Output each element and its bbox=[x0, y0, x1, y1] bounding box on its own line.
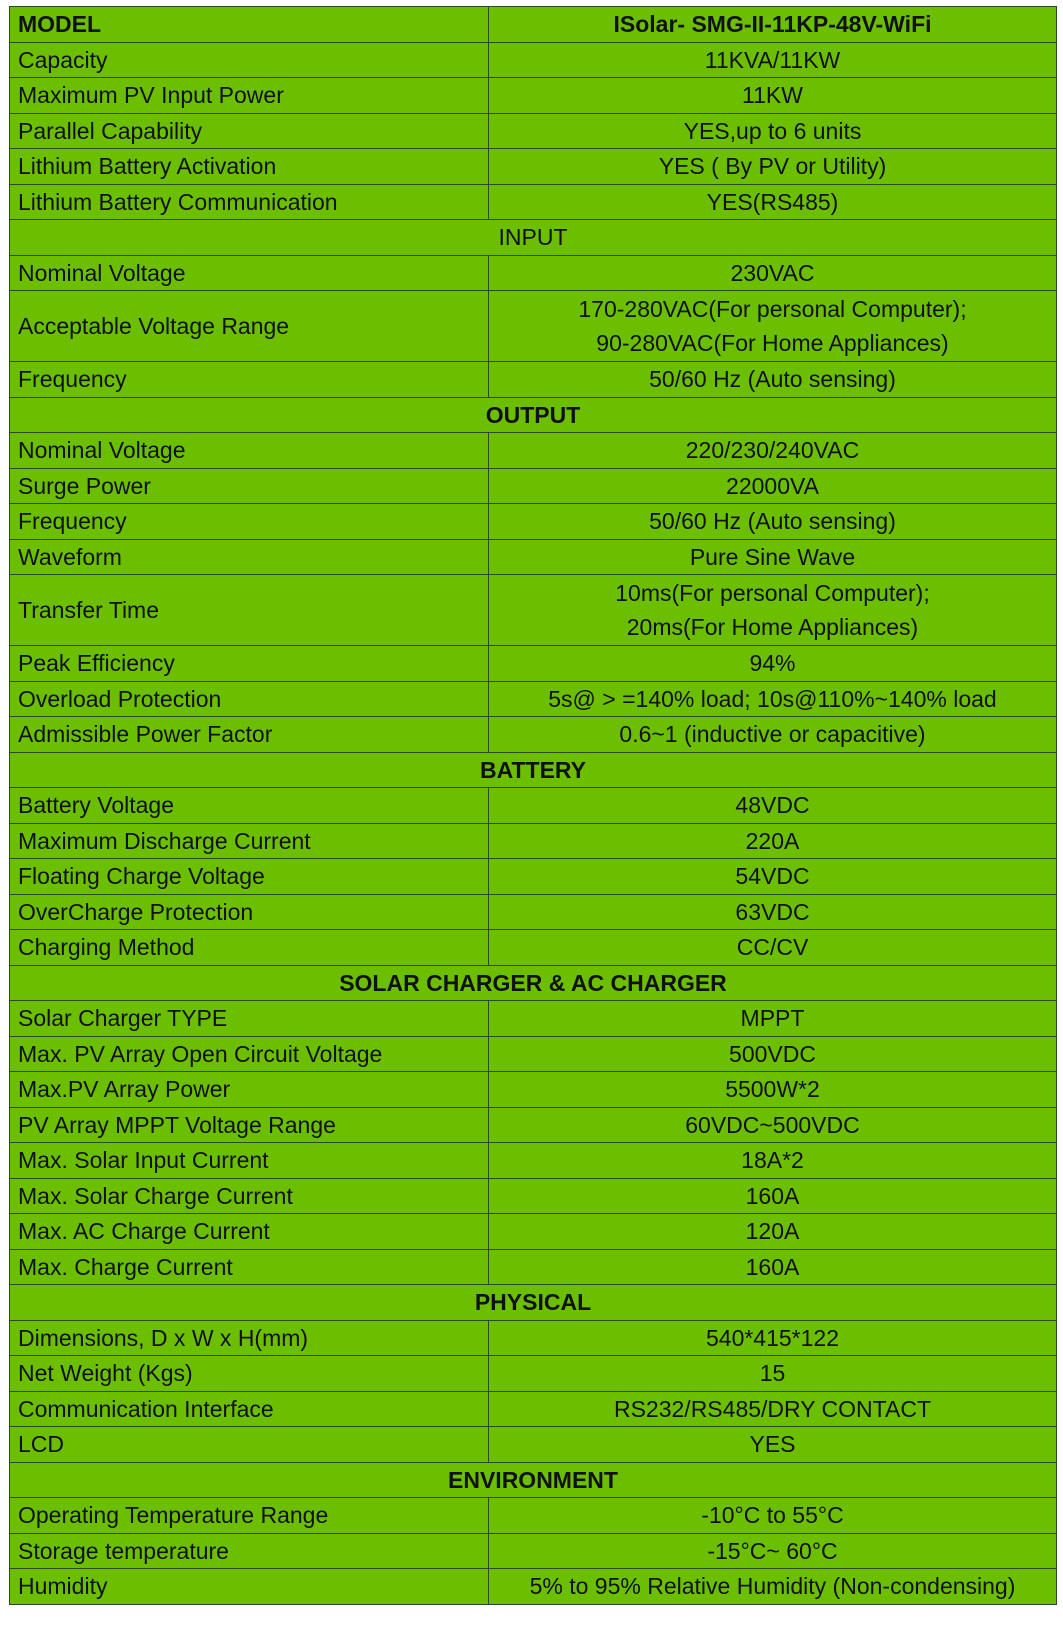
spec-label: Maximum Discharge Current bbox=[10, 823, 489, 859]
section-title: BATTERY bbox=[10, 752, 1057, 788]
spec-label: Capacity bbox=[10, 42, 489, 78]
spec-row bbox=[10, 1143, 1057, 1179]
section-header-output bbox=[10, 397, 1057, 433]
spec-row bbox=[10, 113, 1057, 149]
spec-label: Max. Charge Current bbox=[10, 1249, 489, 1285]
section-header-environment bbox=[10, 1462, 1057, 1498]
spec-value: 11KVA/11KW bbox=[489, 42, 1057, 78]
spec-value: 11KW bbox=[489, 78, 1057, 114]
spec-value: 0.6~1 (inductive or capacitive) bbox=[489, 717, 1057, 753]
spec-row bbox=[10, 468, 1057, 504]
spec-value: 220A bbox=[489, 823, 1057, 859]
spec-row bbox=[10, 1427, 1057, 1463]
section-header-physical bbox=[10, 1285, 1057, 1321]
spec-value-line: 90-280VAC(For Home Appliances) bbox=[596, 330, 949, 356]
spec-value: Pure Sine Wave bbox=[489, 539, 1057, 575]
spec-value bbox=[489, 291, 1057, 362]
spec-row bbox=[10, 539, 1057, 575]
spec-value: 5500W*2 bbox=[489, 1072, 1057, 1108]
spec-label: Peak Efficiency bbox=[10, 646, 489, 682]
spec-value: MPPT bbox=[489, 1001, 1057, 1037]
spec-row bbox=[10, 1036, 1057, 1072]
spec-row bbox=[10, 1107, 1057, 1143]
section-title: INPUT bbox=[10, 220, 1057, 256]
spec-label: OverCharge Protection bbox=[10, 894, 489, 930]
spec-value: 540*415*122 bbox=[489, 1320, 1057, 1356]
spec-label: Acceptable Voltage Range bbox=[10, 291, 489, 362]
spec-row bbox=[10, 823, 1057, 859]
section-header-input bbox=[10, 220, 1057, 256]
spec-label: Lithium Battery Communication bbox=[10, 184, 489, 220]
spec-row bbox=[10, 1072, 1057, 1108]
spec-row bbox=[10, 930, 1057, 966]
spec-label: Overload Protection bbox=[10, 681, 489, 717]
spec-row bbox=[10, 149, 1057, 185]
spec-value: 160A bbox=[489, 1178, 1057, 1214]
spec-label: Dimensions, D x W x H(mm) bbox=[10, 1320, 489, 1356]
spec-row bbox=[10, 1320, 1057, 1356]
model-value: ISolar- SMG-II-11KP-48V-WiFi bbox=[489, 7, 1057, 43]
spec-row bbox=[10, 1533, 1057, 1569]
spec-label: Floating Charge Voltage bbox=[10, 859, 489, 895]
spec-row bbox=[10, 78, 1057, 114]
spec-label: Max.PV Array Power bbox=[10, 1072, 489, 1108]
spec-row bbox=[10, 255, 1057, 291]
spec-value-line: 20ms(For Home Appliances) bbox=[626, 614, 919, 640]
spec-row bbox=[10, 1178, 1057, 1214]
spec-label: Max. AC Charge Current bbox=[10, 1214, 489, 1250]
spec-label: Parallel Capability bbox=[10, 113, 489, 149]
spec-label: Operating Temperature Range bbox=[10, 1498, 489, 1534]
spec-row bbox=[10, 1391, 1057, 1427]
spec-value: 94% bbox=[489, 646, 1057, 682]
spec-label: Max. Solar Input Current bbox=[10, 1143, 489, 1179]
spec-value: 50/60 Hz (Auto sensing) bbox=[489, 504, 1057, 540]
spec-value: YES,up to 6 units bbox=[489, 113, 1057, 149]
spec-row bbox=[10, 1001, 1057, 1037]
spec-label: Transfer Time bbox=[10, 575, 489, 646]
section-title: PHYSICAL bbox=[10, 1285, 1057, 1321]
spec-label: Nominal Voltage bbox=[10, 433, 489, 469]
spec-value: 54VDC bbox=[489, 859, 1057, 895]
spec-value: 15 bbox=[489, 1356, 1057, 1392]
spec-label: PV Array MPPT Voltage Range bbox=[10, 1107, 489, 1143]
spec-label: Waveform bbox=[10, 539, 489, 575]
spec-row bbox=[10, 894, 1057, 930]
spec-row bbox=[10, 717, 1057, 753]
spec-label: Max. Solar Charge Current bbox=[10, 1178, 489, 1214]
spec-row bbox=[10, 42, 1057, 78]
spec-row bbox=[10, 433, 1057, 469]
spec-label: Communication Interface bbox=[10, 1391, 489, 1427]
spec-value: 5s@ > =140% load; 10s@110%~140% load bbox=[489, 681, 1057, 717]
model-row bbox=[10, 7, 1057, 43]
spec-value: YES ( By PV or Utility) bbox=[489, 149, 1057, 185]
spec-label: Charging Method bbox=[10, 930, 489, 966]
spec-label: LCD bbox=[10, 1427, 489, 1463]
spec-label: Max. PV Array Open Circuit Voltage bbox=[10, 1036, 489, 1072]
spec-label: Battery Voltage bbox=[10, 788, 489, 824]
spec-label: Nominal Voltage bbox=[10, 255, 489, 291]
section-title: ENVIRONMENT bbox=[10, 1462, 1057, 1498]
spec-value: 60VDC~500VDC bbox=[489, 1107, 1057, 1143]
spec-value: -15°C~ 60°C bbox=[489, 1533, 1057, 1569]
spec-label: Storage temperature bbox=[10, 1533, 489, 1569]
spec-value: 160A bbox=[489, 1249, 1057, 1285]
spec-row bbox=[10, 1356, 1057, 1392]
section-header-charger bbox=[10, 965, 1057, 1001]
spec-row bbox=[10, 859, 1057, 895]
spec-value: 500VDC bbox=[489, 1036, 1057, 1072]
spec-value-line: 170-280VAC(For personal Computer); bbox=[578, 296, 967, 322]
spec-label: Solar Charger TYPE bbox=[10, 1001, 489, 1037]
spec-row bbox=[10, 504, 1057, 540]
spec-value: 5% to 95% Relative Humidity (Non-condensing) bbox=[489, 1569, 1057, 1605]
spec-value: 22000VA bbox=[489, 468, 1057, 504]
spec-label: Lithium Battery Activation bbox=[10, 149, 489, 185]
spec-label: Frequency bbox=[10, 504, 489, 540]
section-title: SOLAR CHARGER & AC CHARGER bbox=[10, 965, 1057, 1001]
spec-row bbox=[10, 575, 1057, 646]
spec-row bbox=[10, 291, 1057, 362]
spec-value: CC/CV bbox=[489, 930, 1057, 966]
spec-row bbox=[10, 1498, 1057, 1534]
spec-row bbox=[10, 788, 1057, 824]
spec-value: 18A*2 bbox=[489, 1143, 1057, 1179]
spec-label: Admissible Power Factor bbox=[10, 717, 489, 753]
spec-label: Maximum PV Input Power bbox=[10, 78, 489, 114]
spec-value bbox=[489, 575, 1057, 646]
spec-row bbox=[10, 646, 1057, 682]
spec-value: 48VDC bbox=[489, 788, 1057, 824]
spec-row bbox=[10, 1569, 1057, 1605]
spec-value: YES(RS485) bbox=[489, 184, 1057, 220]
spec-value: 220/230/240VAC bbox=[489, 433, 1057, 469]
spec-row bbox=[10, 184, 1057, 220]
spec-row bbox=[10, 681, 1057, 717]
spec-label: Frequency bbox=[10, 362, 489, 398]
section-title: OUTPUT bbox=[10, 397, 1057, 433]
spec-row bbox=[10, 1249, 1057, 1285]
spec-value: -10°C to 55°C bbox=[489, 1498, 1057, 1534]
spec-value: 230VAC bbox=[489, 255, 1057, 291]
spec-value: YES bbox=[489, 1427, 1057, 1463]
spec-value-line: 10ms(For personal Computer); bbox=[615, 580, 930, 606]
spec-value: 50/60 Hz (Auto sensing) bbox=[489, 362, 1057, 398]
section-header-battery bbox=[10, 752, 1057, 788]
spec-value: 63VDC bbox=[489, 894, 1057, 930]
spec-label: Net Weight (Kgs) bbox=[10, 1356, 489, 1392]
spec-label: Surge Power bbox=[10, 468, 489, 504]
spec-label: Humidity bbox=[10, 1569, 489, 1605]
spec-value: 120A bbox=[489, 1214, 1057, 1250]
spec-row bbox=[10, 362, 1057, 398]
spec-table bbox=[9, 6, 1057, 1605]
model-label: MODEL bbox=[10, 7, 489, 43]
spec-value: RS232/RS485/DRY CONTACT bbox=[489, 1391, 1057, 1427]
spec-row bbox=[10, 1214, 1057, 1250]
